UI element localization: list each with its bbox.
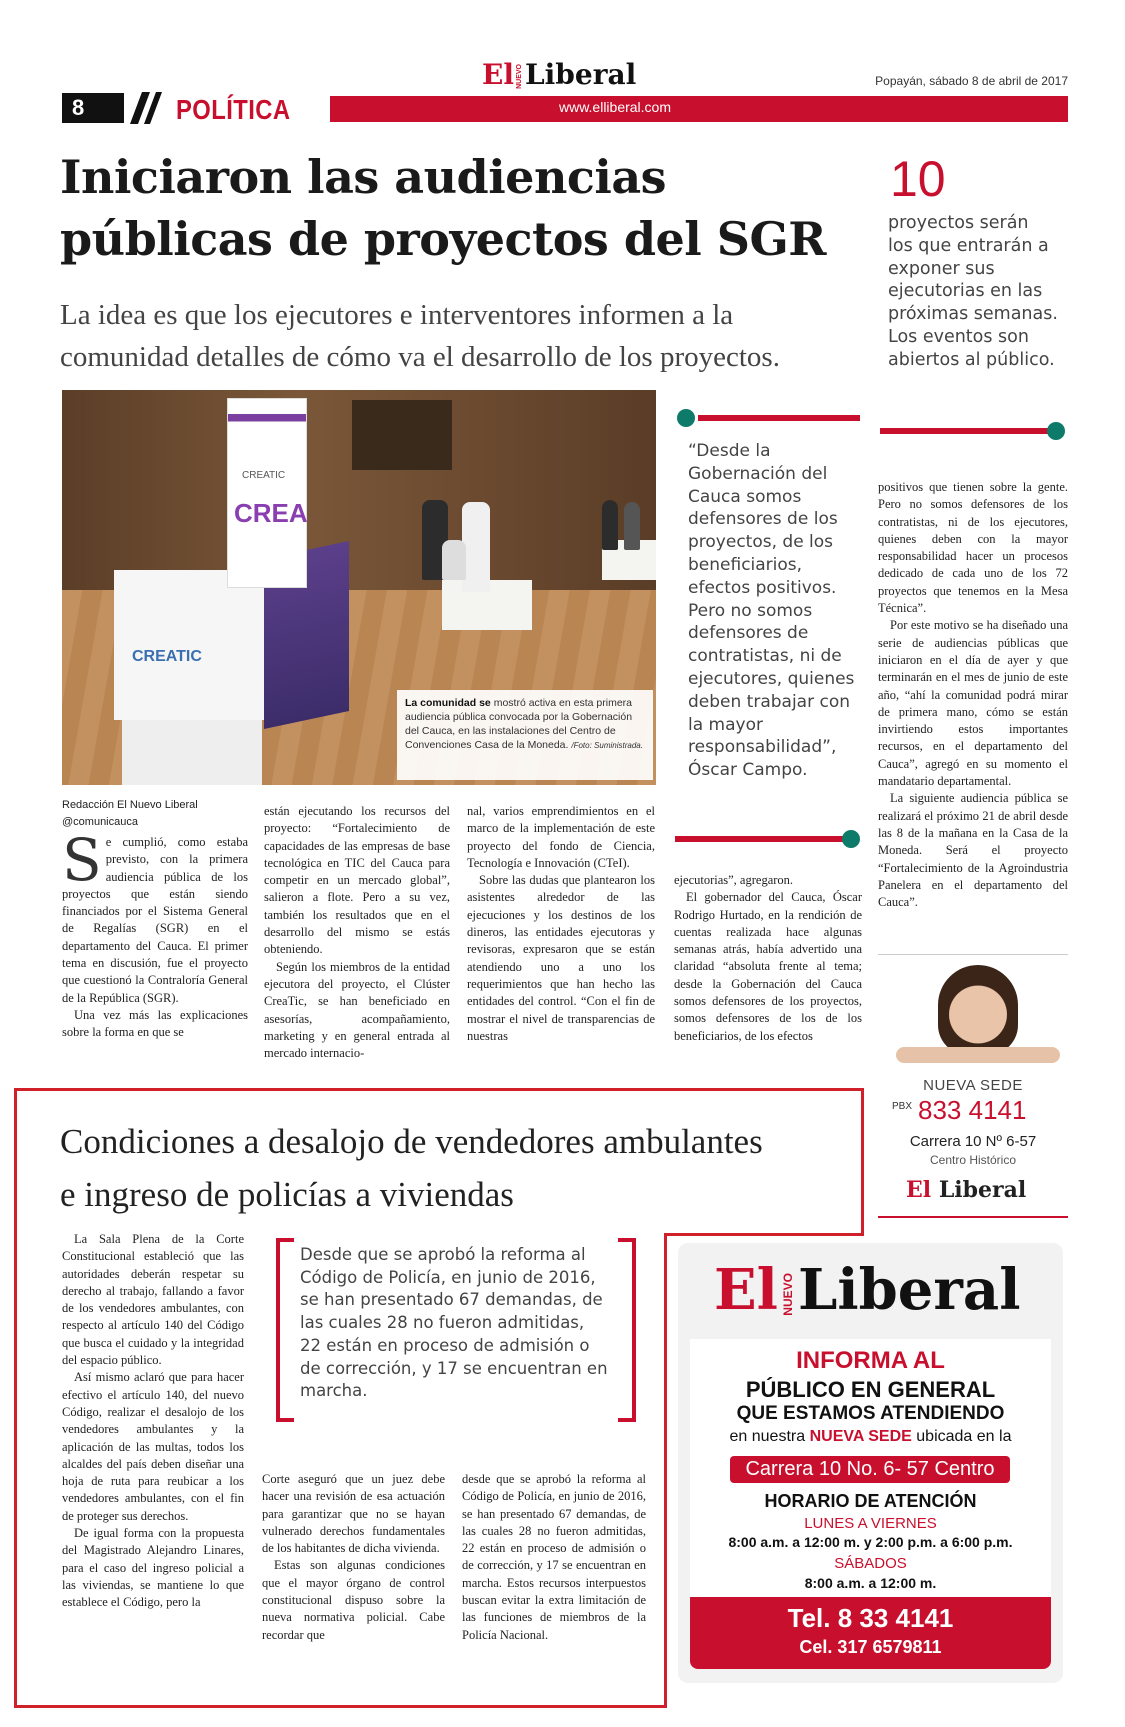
ad2-line-4: en nuestra NUEVA SEDE ubicada en la <box>729 1428 1012 1445</box>
photo-credit: /Foto: Suministrada. <box>571 741 643 750</box>
paragraph: e cumplió, como estaba previsto, con la primera audiencia pública de los proyectos que están siendo financiados por el Sistema General de Regalías (SGR) en el departamento del Cauca. El primer tema en discusión, fue el proyecto que cuestionó la Contraloría General de la República (SGR). <box>62 835 248 1005</box>
page-number: 8 <box>62 93 124 123</box>
ad-nueva-sede: NUEVA SEDE <box>923 1077 1023 1094</box>
article2-column-1 <box>62 1231 244 1612</box>
divider-dot-icon <box>1047 422 1065 440</box>
new-office-ad <box>878 955 1068 1215</box>
quote-bottom-rule <box>675 836 847 842</box>
paragraph: Sobre las dudas que plantearon los asistentes alrededor de las ejecuciones y los destinos de los dineros, las entidades ejecutoras y revisoras, expresaron que se están atendiendo uno a uno los requerimientos que han hecho las entidades del control. “Con el fin de mostrar el nivel de transparencias de nuestras <box>467 873 655 1043</box>
article2-column-2 <box>262 1471 445 1644</box>
ad2-weekdays: LUNES A VIERNES <box>804 1515 937 1532</box>
pull-quote: “Desde la Gobernación del Cauca somos defensores de los proyectos, de los beneficiarios, efectos positivos. Pero no somos defensores de contratistas, ni de ejecutores, quienes deben trabajar con la mayor responsabilidad”, Óscar Campo. <box>688 441 855 781</box>
article1-column-4 <box>674 872 862 1045</box>
paragraph: desde que se aprobó la reforma al Código de Policía, en junio de 2016, se han presentado 67 demandas, de las cuales 28 no fueron admitidas, 22 están en proceso de admisión o de corrección, y 17 se encuentran en marcha. Estos recursos interpuestos buscan evitar la extra limitación de las funciones de miembros de la Policía Nacional. <box>462 1472 646 1642</box>
ad-district: Centro Histórico <box>929 1153 1017 1167</box>
ad-address: Carrera 10 Nº 6-57 <box>909 1133 1037 1150</box>
slash-decoration-icon <box>120 90 170 124</box>
ad2-cel[interactable]: Cel. 317 6579811 <box>799 1637 942 1657</box>
article1-column-2 <box>264 803 450 1062</box>
section-title: POLÍTICA <box>176 94 291 125</box>
masthead-logo: El NUEVOLiberal <box>482 58 637 91</box>
paragraph: Estas son algunas condiciones que el mayor órgano de control constitucional dispuso sobre la nueva normativa policial. Cabe recordar que <box>262 1558 445 1642</box>
ad2-saturdays: SÁBADOS <box>834 1555 907 1572</box>
quote-bracket-left <box>276 1238 294 1422</box>
ad-portrait <box>938 965 1018 1055</box>
stat-divider <box>880 428 1060 434</box>
article-deck: La idea es que los ejecutores e interventores informen a la comunidad detalles de cómo va el desarrollo de los proyectos. <box>60 299 780 373</box>
ad-logo: El Liberal <box>906 1177 1027 1203</box>
ad2-weekday-hours: 8:00 a.m. a 12:00 m. y 2:00 p.m. a 6:00 p.m. <box>728 1534 1013 1550</box>
paragraph: La siguiente audiencia pública se realizará el próximo 21 de abril desde las 8 de la mañana en la Casa de la Moneda. Será el proyecto “Fortalecimiento de la Agroindustria Panelera en el departamento del Cauca”. <box>878 791 1068 910</box>
ad-bottom-rule <box>878 1216 1068 1218</box>
paragraph: Así mismo aclaró que para hacer efectivo el artículo 140, del nuevo Código, realizar el desalojo de los vendedores ambulantes y la aplicación de las multas, todos los alcaldes del país deben diseñar una hoja de ruta para reubicar a los vendedores ambulantes, con el fin de proteger sus derechos. <box>62 1370 244 1523</box>
ad2-line-1: INFORMA AL <box>796 1347 945 1374</box>
article2-headline: Condiciones a desalojo de vendedores ambulantes e ingreso de policías a viviendas <box>60 1122 763 1214</box>
article2-frame-left <box>14 1233 17 1708</box>
ad2-line-2: PÚBLICO EN GENERAL <box>745 1377 996 1402</box>
banner-crea-text: CREA <box>234 498 308 528</box>
ad-phone[interactable]: 833 4141 <box>918 1095 1027 1125</box>
article-headline: Iniciaron las audiencias públicas de proyectos del SGR <box>60 150 826 266</box>
paragraph: Según los miembros de la entidad ejecutora del proyecto, el Clúster CreaTic, se han beneficiado en asesorías, acompañamiento, marketing y en general entrada al mercado internacio- <box>264 959 450 1061</box>
paragraph: Una vez más las explicaciones sobre la forma en que se <box>62 1007 248 1040</box>
ad-pbx-label: PBX <box>892 1101 913 1112</box>
article1-column-1 <box>62 826 248 1042</box>
article2-column-3 <box>462 1471 646 1644</box>
paragraph: nal, varios emprendimientos en el marco de la implementación de este proyecto del fondo de Ciencia, Tecnología e Innovación (CTeI). <box>467 804 655 870</box>
ad2-tel[interactable]: Tel. 8 33 4141 <box>787 1603 954 1633</box>
website-url[interactable]: www.elliberal.com <box>558 99 672 115</box>
ad2-saturday-hours: 8:00 a.m. a 12:00 m. <box>804 1575 937 1591</box>
article2-frame-right <box>664 1233 667 1708</box>
ad2-line-3: QUE ESTAMOS ATENDIENDO <box>736 1403 1005 1424</box>
ad2-logo: El NUEVOLiberal <box>714 1257 1021 1323</box>
paragraph: están ejecutando los recursos del proyecto: “Fortalecimiento de capacidades de las empresas de base tecnológica en TIC del Cauca para competir en un mercado global”, salieron a flote. Pero a su vez, también los resultados que en el desarrollo del mismo se estás obteniendo. <box>264 804 450 957</box>
caption-text: mostró activa en esta primera audiencia pública convocada por la Gobernación del Cauca, en las instalaciones del Centro de Convenciones Casa de la Moneda. <box>405 697 633 751</box>
article2-frame-bottom <box>14 1705 667 1708</box>
banner-logo-text: CREATIC <box>242 470 286 481</box>
quote-top-rule <box>698 415 860 421</box>
byline-handle[interactable]: @comunicauca <box>62 816 138 828</box>
stat-text: proyectos serán los que entrarán a exponer sus ejecutorias en las próximas semanas. Los eventos son abiertos al público. <box>888 213 1058 370</box>
article1-column-5 <box>878 479 1068 911</box>
paragraph: De igual forma con la propuesta del Magistrado Alejandro Linares, para el caso del ingreso policial a las viviendas, se mantiene lo que establece el Código, pero la <box>62 1526 244 1610</box>
article2-frame-step <box>664 1233 864 1236</box>
paragraph: El gobernador del Cauca, Óscar Rodrigo Hurtado, en la rendición de cuentas realizada hace algunas semanas atrás, había advertido una claridad “absoluta frente al tema; desde la Gobernación del Cauca somos defensores de los proyectos, somos defensores de los de los beneficiarios, de los efectos <box>674 890 862 1043</box>
dateline: Popayán, sábado 8 de abril de 2017 <box>875 74 1068 88</box>
ad2-hours-title: HORARIO DE ATENCIÓN <box>764 1491 977 1511</box>
paragraph: La Sala Plena de la Corte Constitucional estableció que las autoridades deberán respetar su derecho al trabajo, fallando a favor de los vendedores ambulantes, con respecto al artículo 140 del Código que busca el cuidado y la integridad del espacio público. <box>62 1232 244 1368</box>
article1-column-3 <box>467 803 655 1045</box>
photo-caption <box>397 690 653 780</box>
paragraph: ejecutorias”, agregaron. <box>674 873 794 887</box>
paragraph: Por este motivo se ha diseñado una serie de audiencias públicas que iniciaron en el día de ayer y que terminarán en el mes de junio de este año, “ahí la comunidad podrá mirar de primera mano, cómo se están invirtiendo estos importantes recursos, en el departamento del Cauca”, agregó en su momento el mandatario departamental. <box>878 618 1068 789</box>
paragraph: Corte aseguró que un juez debe hacer una revisión de esa actuación para garantizar que no se hayan vulnerado derechos fundamentales de los habitantes de dicha vivienda. <box>262 1472 445 1556</box>
quote-bottom-dot-icon <box>842 830 860 848</box>
stat-number: 10 <box>890 151 946 207</box>
quote-bracket-right <box>618 1238 636 1422</box>
cube-logo-text: CREATIC <box>132 648 202 665</box>
byline-author: Redacción El Nuevo Liberal <box>62 799 198 811</box>
caption-bold: La comunidad se <box>405 697 491 709</box>
ad2-address: Carrera 10 No. 6- 57 Centro <box>730 1456 1010 1483</box>
drop-cap: S <box>62 826 102 894</box>
article2-quote: Desde que se aprobó la reforma al Código de Policía, en junio de 2016, se han presentado 67 demandas, de las cuales 28 no fueron admitidas, 22 están en proceso de admisión o de corrección, y 17 se encuentran en marcha. <box>300 1245 608 1401</box>
office-hours-ad <box>678 1243 1063 1683</box>
paragraph: positivos que tienen sobre la gente. Pero no somos defensores de los contratistas, ni de los ejecutores, quienes deben con la mayor responsabilidad hacer un procesos dedicado de cada uno de los 72 proyectos que tenemos en la Mesa Técnica”. <box>878 480 1068 616</box>
quote-top-dot-icon <box>677 409 695 427</box>
